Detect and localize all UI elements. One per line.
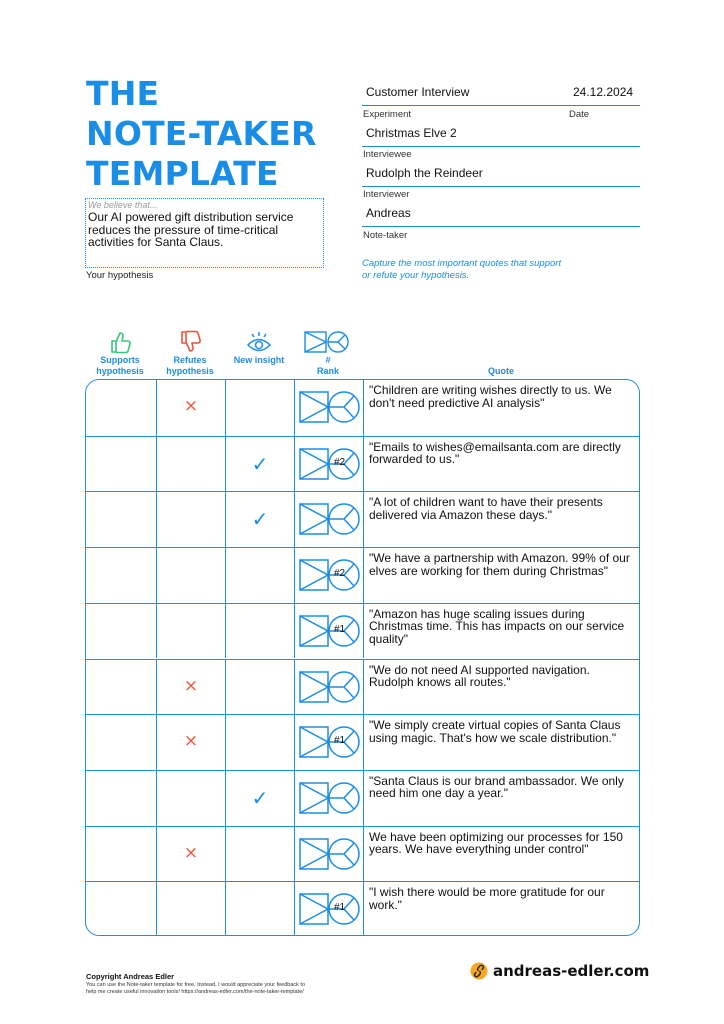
check-mark-icon: ✓ <box>251 451 269 476</box>
table-row <box>86 380 639 436</box>
x-mark-icon: × <box>183 842 199 863</box>
hypothesis-label: Your hypothesis <box>86 270 154 281</box>
notetaker-label: Note-taker <box>363 230 408 241</box>
copyright-text: You can use the Note-taker template for free. Instead, I would appreciate your feedback to help me create useful innovation tools! https://andreas-edler.com/the-note-taker-template/ <box>86 982 306 995</box>
insight-cell[interactable] <box>225 827 294 882</box>
supports-cell[interactable] <box>86 827 156 882</box>
check-mark-icon: ✓ <box>251 507 269 532</box>
rank-cell[interactable]: #1 <box>294 604 363 659</box>
refutes-cell[interactable] <box>156 827 225 882</box>
rank-icon <box>299 892 361 931</box>
rank-icon <box>299 558 361 597</box>
rank-cell[interactable] <box>294 492 363 547</box>
supports-cell[interactable] <box>86 492 156 547</box>
divider <box>362 105 640 106</box>
rank-icon <box>299 447 361 486</box>
supports-cell[interactable] <box>86 548 156 603</box>
hypothesis-field[interactable] <box>85 198 324 268</box>
refutes-cell[interactable] <box>156 715 225 770</box>
table-row <box>86 436 639 492</box>
rank-icon <box>299 781 361 820</box>
interviewer-label: Interviewer <box>363 189 410 200</box>
x-mark-icon: × <box>183 396 199 416</box>
column-quote: Quote <box>488 366 514 376</box>
rank-icon <box>299 670 361 709</box>
column-supports: Supports hypothesis <box>85 326 155 377</box>
divider <box>362 186 640 187</box>
insight-cell[interactable] <box>225 437 294 492</box>
insight-cell[interactable] <box>225 492 294 547</box>
interviewer-value[interactable]: Andreas <box>366 206 411 220</box>
brand-logo[interactable] <box>470 962 649 980</box>
quote-cell[interactable]: "We do not need AI supported navigation. Rudolph knows all routes." <box>363 660 640 715</box>
quote-cell[interactable]: "Amazon has huge scaling issues during Christmas time. This has impacts on our service quality" <box>363 604 640 659</box>
supports-cell[interactable] <box>86 604 156 659</box>
insight-cell[interactable] <box>225 660 294 715</box>
table-row <box>86 547 639 603</box>
supports-cell[interactable] <box>86 882 156 936</box>
refutes-cell[interactable] <box>156 492 225 547</box>
column-rank: # Rank <box>293 326 363 377</box>
supports-cell[interactable] <box>86 380 156 436</box>
quote-cell[interactable]: "A lot of children want to have their presents delivered via Amazon these days." <box>363 492 640 547</box>
refutes-cell[interactable] <box>156 882 225 936</box>
quote-cell[interactable]: "Emails to wishes@emailsanta.com are directly forwarded to us." <box>363 437 640 492</box>
insight-cell[interactable] <box>225 604 294 659</box>
check-mark-icon: ✓ <box>251 785 269 810</box>
refutes-cell[interactable] <box>156 660 225 715</box>
refutes-cell[interactable] <box>156 548 225 603</box>
insight-cell[interactable] <box>225 380 294 436</box>
date-value[interactable]: 24.12.2024 <box>573 85 634 99</box>
quote-cell[interactable]: "I wish there would be more gratitude for our work." <box>363 882 640 936</box>
column-refutes: Refutes hypothesis <box>155 326 225 377</box>
rank-icon <box>299 502 361 541</box>
brand-name: andreas-edler.com <box>493 962 650 980</box>
rank-cell[interactable] <box>294 827 363 882</box>
insight-cell[interactable] <box>225 771 294 826</box>
quote-cell[interactable]: "We have a partnership with Amazon. 99% of our elves are working for them during Christmas" <box>363 548 640 603</box>
thumbs-down-icon <box>155 326 225 354</box>
rank-cell[interactable]: #1 <box>294 882 363 936</box>
x-mark-icon: × <box>183 675 199 696</box>
rank-cell[interactable]: #2 <box>294 437 363 492</box>
table-row <box>86 603 639 659</box>
rank-cell[interactable]: #1 <box>294 715 363 770</box>
hypothesis-prompt: We believe that... <box>88 200 158 210</box>
rank-icon <box>299 837 361 876</box>
refutes-cell[interactable] <box>156 771 225 826</box>
interviewee-value[interactable]: Rudolph the Reindeer <box>366 166 483 180</box>
instruction-text: Capture the most important quotes that support or refute your hypothesis. <box>362 258 562 281</box>
insight-cell[interactable] <box>225 715 294 770</box>
refutes-cell[interactable] <box>156 437 225 492</box>
rank-icon <box>299 725 361 764</box>
supports-cell[interactable] <box>86 771 156 826</box>
table-row <box>86 491 639 547</box>
eye-icon <box>224 326 294 354</box>
quotes-table <box>85 379 640 936</box>
rank-cell[interactable]: #2 <box>294 548 363 603</box>
table-row <box>86 659 639 715</box>
date-label: Date <box>569 109 590 120</box>
hypothesis-text[interactable]: Our AI powered gift distribution service reduces the pressure of time-critical activities for Santa Claus. <box>88 210 294 249</box>
interview-type-value[interactable]: Customer Interview <box>366 85 470 99</box>
x-mark-icon: × <box>183 731 199 752</box>
insight-cell[interactable] <box>225 548 294 603</box>
divider <box>362 146 640 147</box>
thumbs-up-icon <box>85 326 155 354</box>
divider <box>362 226 640 227</box>
rank-cell[interactable] <box>294 380 363 436</box>
quote-cell[interactable]: We have been optimizing our processes for 150 years. We have everything under control" <box>363 827 640 882</box>
quote-cell[interactable]: "Children are writing wishes directly to us. We don't need predictive AI analysis" <box>363 380 640 436</box>
refutes-cell[interactable] <box>156 380 225 436</box>
quote-cell[interactable]: "We simply create virtual copies of Santa Claus using magic. That's how we scale distribution." <box>363 715 640 770</box>
quote-cell[interactable]: "Santa Claus is our brand ambassador. We only need him one day a year." <box>363 771 640 826</box>
supports-cell[interactable] <box>86 437 156 492</box>
rank-icon <box>299 390 361 429</box>
table-row <box>86 714 639 770</box>
supports-cell[interactable] <box>86 715 156 770</box>
interviewee-label: Interviewee <box>363 149 412 160</box>
supports-cell[interactable] <box>86 660 156 715</box>
rank-cell[interactable] <box>294 771 363 826</box>
copyright-title: Copyright Andreas Edler <box>86 972 175 981</box>
table-row <box>86 770 639 826</box>
experiment-value[interactable]: Christmas Elve 2 <box>366 126 457 140</box>
column-insight: New insight <box>224 326 294 366</box>
link-icon <box>470 962 488 980</box>
refutes-cell[interactable] <box>156 604 225 659</box>
insight-cell[interactable] <box>225 882 294 936</box>
page-title: THE NOTE-TAKER TEMPLATE <box>86 74 317 193</box>
rank-icon <box>299 614 361 653</box>
table-row <box>86 881 639 936</box>
experiment-label: Experiment <box>363 109 412 120</box>
table-row <box>86 826 639 882</box>
rank-cell[interactable] <box>294 660 363 715</box>
rank-icon <box>293 326 363 354</box>
